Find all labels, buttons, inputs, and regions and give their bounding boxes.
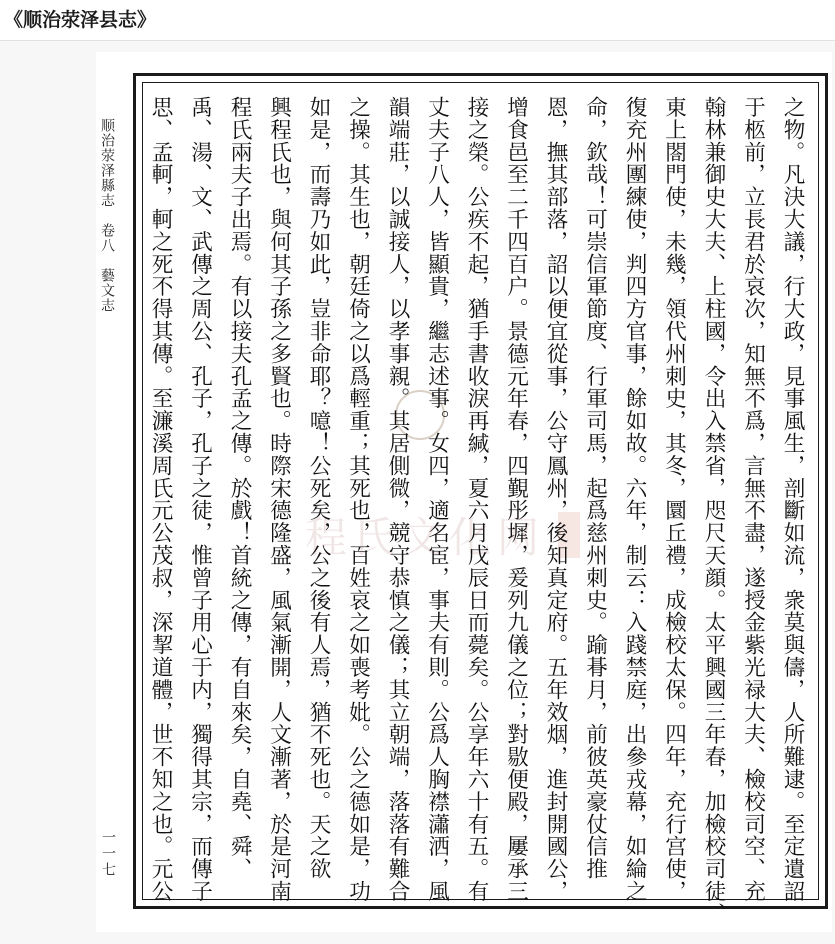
text-column: 之操。其生也，朝廷倚之以爲輕重；其死也，百姓哀之如喪考妣。公之德如是，功	[345, 96, 371, 903]
watermark-text: 程氏文化网	[305, 513, 546, 562]
document-title: 《顺治荥泽县志》	[4, 9, 157, 31]
text-column: 程氏兩夫子出焉。有以接夫孔孟之傳。於戲！首統之傳，有自來矣，自堯、舜、	[227, 96, 252, 880]
text-column: 如是，而壽乃如此，豈非命耶？噫！公死矣，公之後有人焉，猶不死也。天之欲	[306, 96, 331, 880]
text-column: 接之榮。公疾不起，猶手書收淚再緘，夏六月戊辰日而薨矣。公享年六十有五。有	[464, 96, 489, 903]
title-bar	[0, 0, 835, 41]
text-column: 東上閤門使，未幾，領代州刺史，其冬，圜丘禮，成檢校太保。四年，充行宫使，	[661, 96, 687, 903]
margin-book-title: 顺治荥泽縣志 卷八 藝文志	[99, 118, 115, 313]
text-column: 興程氏也，與何其子孫之多賢也。時際宋德隆盛，風氣漸開，人文漸著，於是河南	[266, 96, 292, 903]
text-column: 于柩前，立長君於哀次，知無不爲，言無不盡，遂授金紫光禄大夫、檢校司空、充	[740, 96, 766, 903]
text-column: 翰林兼御史大夫、上柱國，令出入禁省，咫尺天顔。太平興國三年春，加檢校司徒、	[701, 96, 726, 925]
text-column: 增食邑至二千四百户。景德元年春，四覲彤墀，爰列九儀之位；對敭便殿，屢承三	[503, 96, 529, 903]
text-column: 之物。凡決大議，行大政，見事風生，剖斷如流，衆莫與儔，人所難逮。至定遺詔	[780, 96, 805, 903]
text-column: 禹、湯、文、武傳之周公、孔子，孔子之徒，惟曾子用心于内，獨得其宗，而傳子	[187, 96, 213, 903]
text-column: 命，欽哉！可崇信軍節度、行軍司馬，起爲慈州刺史。踰朞月，前彼英豪仗信推	[582, 96, 608, 880]
vertical-text-body	[148, 96, 812, 925]
text-column: 復充州團練使，判四方官事，餘如故。六年，制云：入踐禁庭，出參戎幕，如綸之	[622, 96, 647, 903]
text-column: 恩，撫其部落，詔以便宜從事，公守鳳州，後知真定府。五年效烟，進封開國公，	[543, 96, 568, 903]
page-number: 一一七	[100, 830, 116, 878]
text-column: 丈夫子八人，皆顯貴，繼志述事。女四，適名宦，事夫有則。公爲人胸襟瀟洒，風	[424, 96, 450, 903]
text-column: 韻端莊，以誠接人，以孝事親。其居側微，競守恭慎之儀；其立朝端，落落有難合	[385, 96, 410, 903]
text-column: 思、孟軻，軻之死不得其傳。至濂溪周氏元公茂叔，深挈道體，世不知之也。元公	[148, 96, 173, 903]
